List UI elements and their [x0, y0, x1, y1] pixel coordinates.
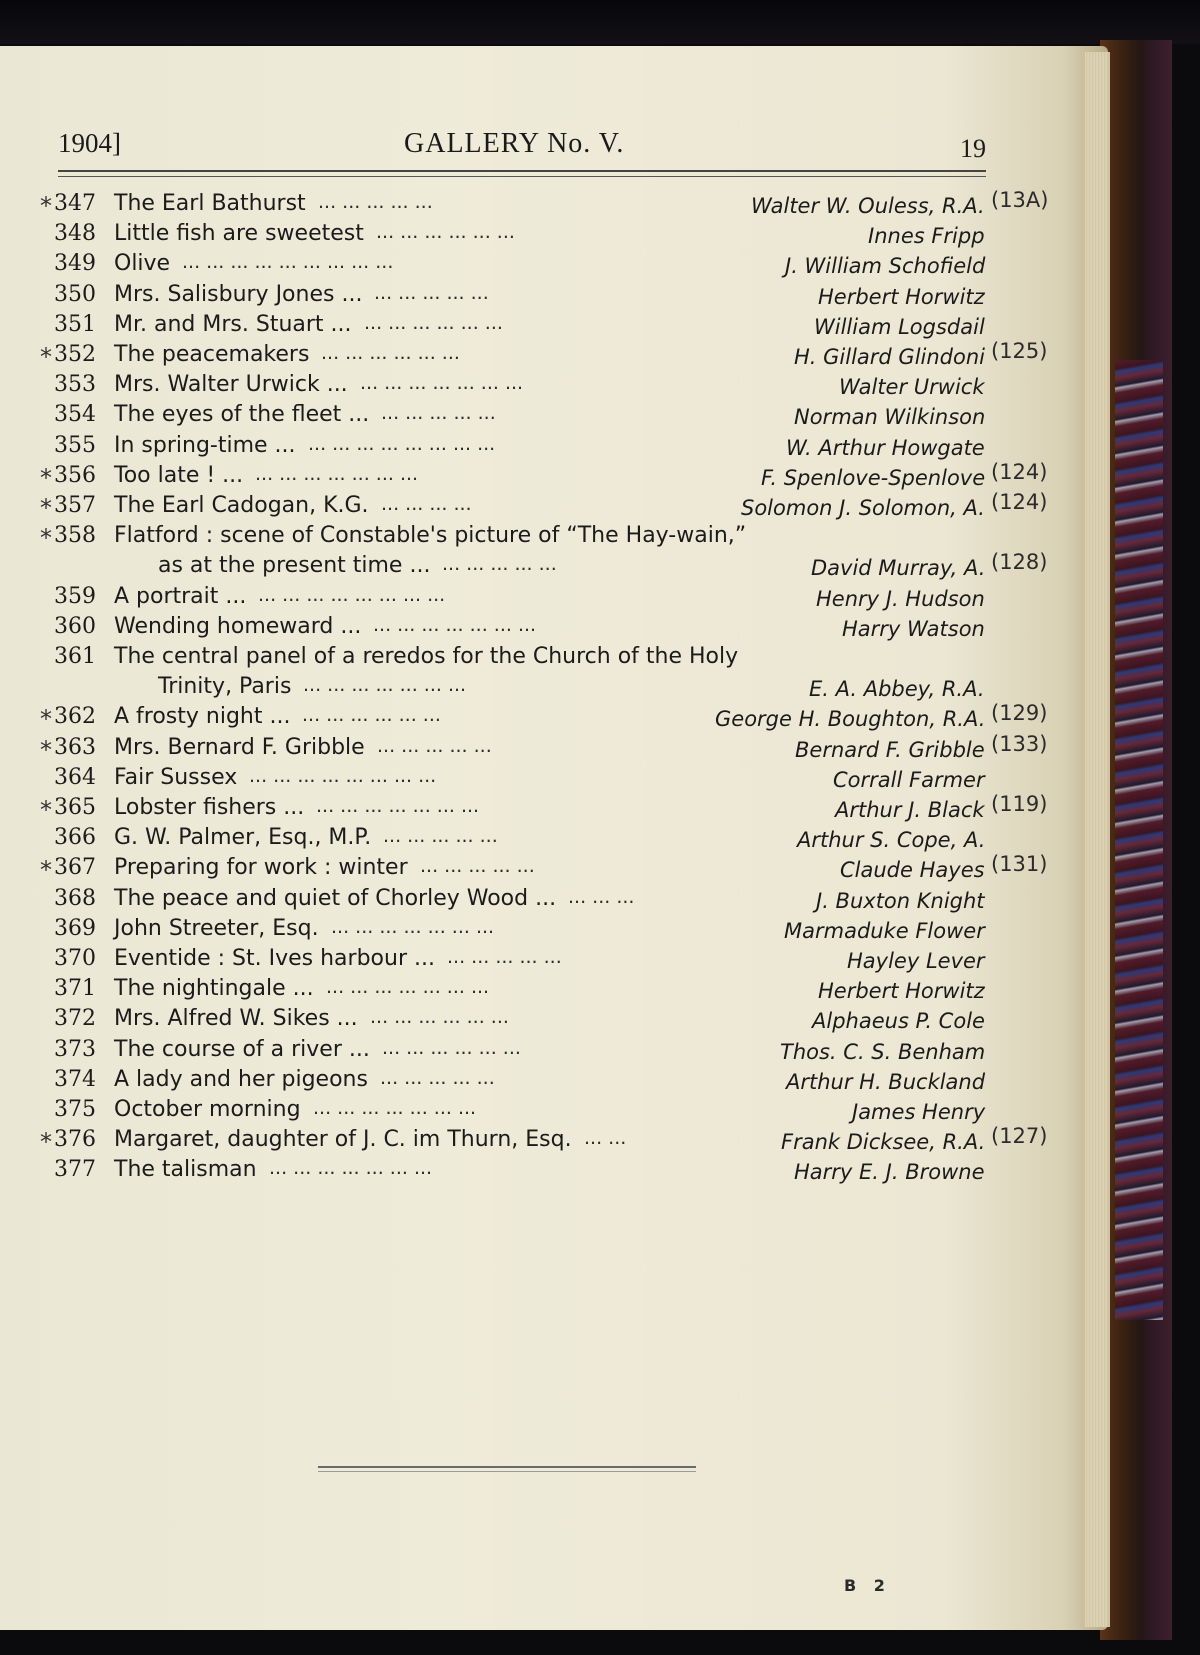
entry-number: 355 — [54, 432, 96, 458]
entry-title: The course of a river ... — [114, 1036, 370, 1062]
entry-title: The Earl Cadogan, K.G. — [114, 493, 369, 518]
entry-title: Too late ! ... — [114, 462, 244, 488]
entry-artist: Claude Hayes — [840, 858, 985, 883]
entry-title: The peacemakers — [114, 342, 310, 367]
list-item — [0, 584, 1100, 614]
asterisk-mark: * — [40, 494, 52, 522]
leader-dots: ... ... ... — [568, 885, 635, 908]
entry-title: The nightingale ... — [114, 976, 314, 1002]
entry-number: 352 — [54, 342, 96, 367]
list-item — [0, 490, 1100, 523]
list-item — [0, 674, 1100, 704]
asterisk-mark: * — [40, 1128, 52, 1157]
leader-dots: ... ... ... ... — [381, 493, 472, 515]
handwritten-note: (124) — [991, 490, 1048, 514]
leader-dots: ... ... ... ... ... ... ... — [316, 795, 480, 817]
entry-artist: Harry Watson — [842, 616, 985, 641]
entry-number: 376 — [54, 1127, 96, 1153]
leader-dots: ... ... ... ... ... — [377, 734, 492, 757]
leader-dots: ... ... — [584, 1127, 627, 1150]
leader-dots: ... ... ... ... ... ... — [370, 1006, 509, 1029]
entry-artist: Frank Dicksee, R.A. — [781, 1130, 986, 1155]
entry-artist: H. Gillard Glindoni — [794, 345, 985, 369]
entry-artist: W. Arthur Howgate — [786, 435, 985, 460]
asterisk-mark: * — [40, 735, 52, 764]
end-rule-thin — [318, 1471, 696, 1472]
entry-artist: E. A. Abbey, R.A. — [809, 677, 985, 702]
list-item — [0, 433, 1100, 463]
handwritten-note: (129) — [991, 701, 1048, 726]
entry-title: Mrs. Walter Urwick ... — [114, 372, 348, 398]
entry-number: 365 — [54, 795, 96, 820]
entry-number: 371 — [54, 976, 96, 1002]
handwritten-note: (133) — [991, 731, 1048, 756]
entry-artist: George H. Boughton, R.A. — [715, 707, 986, 732]
entry-number: 370 — [54, 946, 96, 971]
entry-artist: William Logsdail — [814, 314, 985, 339]
entry-title: Margaret, daughter of J. C. im Thurn, Esq. — [114, 1127, 572, 1153]
list-item — [0, 1067, 1100, 1097]
list-item — [0, 402, 1100, 432]
entry-number: 368 — [54, 885, 96, 911]
entry-artist: Solomon J. Solomon, A. — [741, 496, 985, 520]
leader-dots: ... ... ... ... ... — [442, 553, 557, 576]
entry-title: Mrs. Alfred W. Sikes ... — [114, 1006, 358, 1032]
list-item — [0, 312, 1100, 342]
leader-dots: ... ... ... ... ... — [381, 402, 496, 425]
leader-dots: ... ... ... ... ... ... ... ... — [308, 432, 496, 455]
entry-number: 358 — [54, 523, 96, 549]
list-item — [0, 701, 1100, 734]
entry-number: 359 — [54, 583, 96, 609]
list-item — [0, 372, 1100, 402]
entry-number: 363 — [54, 734, 96, 760]
asterisk-mark: * — [40, 705, 52, 734]
leader-dots: ... ... ... ... ... — [383, 825, 498, 848]
entry-title: The central panel of a reredos for the Church of the Holy — [114, 644, 739, 669]
entry-artist: J. Buxton Knight — [816, 888, 985, 913]
entry-artist: F. Spenlove-Spenlove — [761, 465, 986, 490]
entry-number: 375 — [54, 1097, 96, 1122]
entry-title: Fair Sussex — [114, 764, 238, 790]
leader-dots: ... ... ... ... ... — [380, 1066, 495, 1089]
list-item — [0, 282, 1100, 312]
entry-title: Little fish are sweetest — [114, 221, 364, 247]
leader-dots: ... ... ... ... ... ... ... ... ... — [182, 251, 394, 274]
entry-artist: Alphaeus P. Cole — [812, 1009, 985, 1034]
entry-title: Mrs. Bernard F. Gribble — [114, 734, 365, 760]
list-item — [0, 916, 1100, 946]
entry-title: The eyes of the fleet ... — [114, 402, 370, 428]
leader-dots: ... ... ... ... ... ... ... — [331, 915, 495, 938]
entry-title: Flatford : scene of Constable's picture of “The Hay-wain,” — [114, 523, 747, 549]
entry-number: 347 — [54, 191, 96, 216]
entry-title: Trinity, Paris — [158, 674, 292, 700]
entry-artist: Bernard F. Gribble — [795, 737, 985, 762]
leader-dots: ... ... ... ... ... ... ... — [303, 674, 467, 697]
book-page — [0, 46, 1108, 1630]
marbled-page-edge — [1115, 360, 1163, 1320]
list-item — [0, 886, 1100, 916]
list-item — [0, 852, 1100, 885]
entry-artist: Walter Urwick — [839, 375, 985, 400]
leader-dots: ... ... ... ... ... ... — [302, 704, 441, 727]
entry-number: 350 — [54, 281, 96, 307]
entry-number: 348 — [54, 221, 96, 247]
entry-artist: Arthur H. Buckland — [786, 1069, 986, 1094]
entry-title: In spring-time ... — [114, 432, 296, 458]
entry-number: 367 — [54, 855, 96, 881]
leader-dots: ... ... ... ... ... — [374, 281, 489, 304]
entry-title: Eventide : St. Ives harbour ... — [114, 946, 435, 971]
entry-title: as at the present time ... — [158, 553, 431, 579]
entry-number: 366 — [54, 825, 96, 851]
entry-artist: J. William Schofield — [785, 254, 986, 279]
entry-artist: Arthur J. Black — [835, 798, 985, 822]
leader-dots: ... ... ... ... ... ... — [376, 221, 515, 244]
entry-number: 360 — [54, 613, 96, 639]
list-item — [0, 339, 1100, 372]
handwritten-note: (128) — [991, 550, 1048, 575]
list-item — [0, 1097, 1100, 1127]
asterisk-mark: * — [40, 524, 52, 553]
entry-artist: Arthur S. Cope, A. — [797, 828, 986, 853]
entry-number: 373 — [54, 1036, 96, 1062]
header-rule — [58, 170, 986, 172]
entry-title: Mrs. Salisbury Jones ... — [114, 281, 363, 307]
entry-artist: Corrall Farmer — [833, 767, 985, 792]
entry-number: 369 — [54, 915, 96, 941]
handwritten-note: (13A) — [991, 188, 1049, 212]
entry-number: 361 — [54, 644, 96, 669]
list-item — [0, 825, 1100, 855]
list-item — [0, 523, 1100, 553]
page-header — [0, 46, 1108, 166]
handwritten-note: (127) — [991, 1124, 1048, 1149]
entry-artist: David Murray, A. — [811, 556, 986, 581]
header-page-number: 19 — [960, 134, 986, 163]
asterisk-mark: * — [40, 796, 52, 824]
entry-title: The peace and quiet of Chorley Wood ... — [114, 885, 557, 911]
entry-title: Lobster fishers ... — [114, 795, 305, 820]
asterisk-mark: * — [40, 192, 52, 220]
leader-dots: ... ... ... ... ... ... ... — [255, 462, 419, 485]
list-item — [0, 1037, 1100, 1067]
entry-number: 364 — [54, 764, 96, 790]
asterisk-mark: * — [40, 463, 52, 492]
list-item — [0, 614, 1100, 644]
entry-number: 377 — [54, 1157, 96, 1183]
leader-dots: ... ... ... ... ... ... ... — [373, 613, 537, 636]
leader-dots: ... ... ... ... ... ... — [382, 1036, 521, 1059]
entry-title: Preparing for work : winter — [114, 855, 408, 881]
signature-mark: B 2 — [844, 1576, 891, 1595]
entry-artist: Norman Wilkinson — [794, 405, 986, 430]
leader-dots: ... ... ... ... ... — [447, 946, 562, 968]
entry-artist: Harry E. J. Browne — [794, 1160, 985, 1185]
entry-title: The talisman — [114, 1157, 257, 1183]
list-item — [0, 459, 1100, 493]
entry-title: October morning — [114, 1097, 301, 1122]
asterisk-mark: * — [40, 343, 52, 371]
list-item — [0, 731, 1100, 765]
list-item — [0, 1006, 1100, 1036]
entry-artist: Marmaduke Flower — [784, 918, 985, 943]
list-item — [0, 188, 1100, 221]
entry-number: 374 — [54, 1066, 96, 1092]
handwritten-note: (125) — [991, 339, 1048, 363]
list-item — [0, 976, 1100, 1006]
handwritten-note: (131) — [991, 852, 1048, 877]
header-rule-thin — [58, 176, 986, 177]
entry-number: 349 — [54, 251, 96, 277]
entry-number: 356 — [54, 462, 96, 488]
list-item — [0, 1124, 1100, 1157]
entry-title: G. W. Palmer, Esq., M.P. — [114, 825, 372, 851]
list-item — [0, 1157, 1100, 1187]
list-item — [0, 946, 1100, 976]
entry-artist: Herbert Horwitz — [818, 284, 985, 309]
leader-dots: ... ... ... ... ... ... ... — [360, 372, 524, 395]
leader-dots: ... ... ... ... ... ... ... ... — [258, 583, 446, 606]
entry-artist: Herbert Horwitz — [818, 979, 985, 1004]
handwritten-note: (119) — [991, 792, 1048, 816]
scan-background-top — [0, 0, 1200, 44]
page-edges — [1085, 52, 1110, 1627]
entry-title: John Streeter, Esq. — [114, 915, 319, 941]
entry-number: 354 — [54, 402, 96, 428]
entry-title: Olive — [114, 251, 171, 277]
list-item — [0, 792, 1100, 825]
list-item — [0, 221, 1100, 251]
leader-dots: ... ... ... ... ... ... — [321, 342, 460, 364]
leader-dots: ... ... ... ... ... ... ... ... — [249, 764, 437, 787]
entry-number: 351 — [54, 311, 96, 337]
entry-number: 362 — [54, 704, 96, 730]
entry-title: A frosty night ... — [114, 704, 291, 730]
header-year: 1904] — [58, 128, 121, 158]
end-rule — [318, 1466, 696, 1468]
list-item — [0, 765, 1100, 795]
entry-artist: Thos. C. S. Benham — [780, 1039, 986, 1064]
leader-dots: ... ... ... ... ... ... — [364, 311, 503, 334]
handwritten-note: (124) — [991, 459, 1048, 484]
entry-number: 357 — [54, 493, 96, 518]
entry-number: 372 — [54, 1006, 96, 1032]
entry-artist: James Henry — [852, 1100, 986, 1124]
entry-title: A portrait ... — [114, 583, 247, 609]
leader-dots: ... ... ... ... ... ... ... — [269, 1157, 433, 1180]
list-item — [0, 550, 1100, 583]
asterisk-mark: * — [40, 856, 52, 885]
leader-dots: ... ... ... ... ... ... ... — [326, 976, 490, 999]
leader-dots: ... ... ... ... ... — [318, 191, 433, 213]
entry-title: The Earl Bathurst — [114, 191, 306, 216]
leader-dots: ... ... ... ... ... — [420, 855, 535, 878]
list-item — [0, 251, 1100, 281]
entry-title: Wending homeward ... — [114, 613, 362, 639]
entry-artist: Walter W. Ouless, R.A. — [751, 194, 985, 218]
entry-title: A lady and her pigeons — [114, 1066, 368, 1092]
leader-dots: ... ... ... ... ... ... ... — [313, 1097, 477, 1119]
entry-artist: Innes Fripp — [868, 224, 985, 249]
entry-artist: Henry J. Hudson — [816, 586, 985, 611]
entry-number: 353 — [54, 372, 96, 398]
list-item — [0, 644, 1100, 674]
entry-title: Mr. and Mrs. Stuart ... — [114, 311, 352, 337]
entry-artist: Hayley Lever — [847, 949, 985, 973]
header-title: GALLERY No. V. — [404, 128, 625, 159]
